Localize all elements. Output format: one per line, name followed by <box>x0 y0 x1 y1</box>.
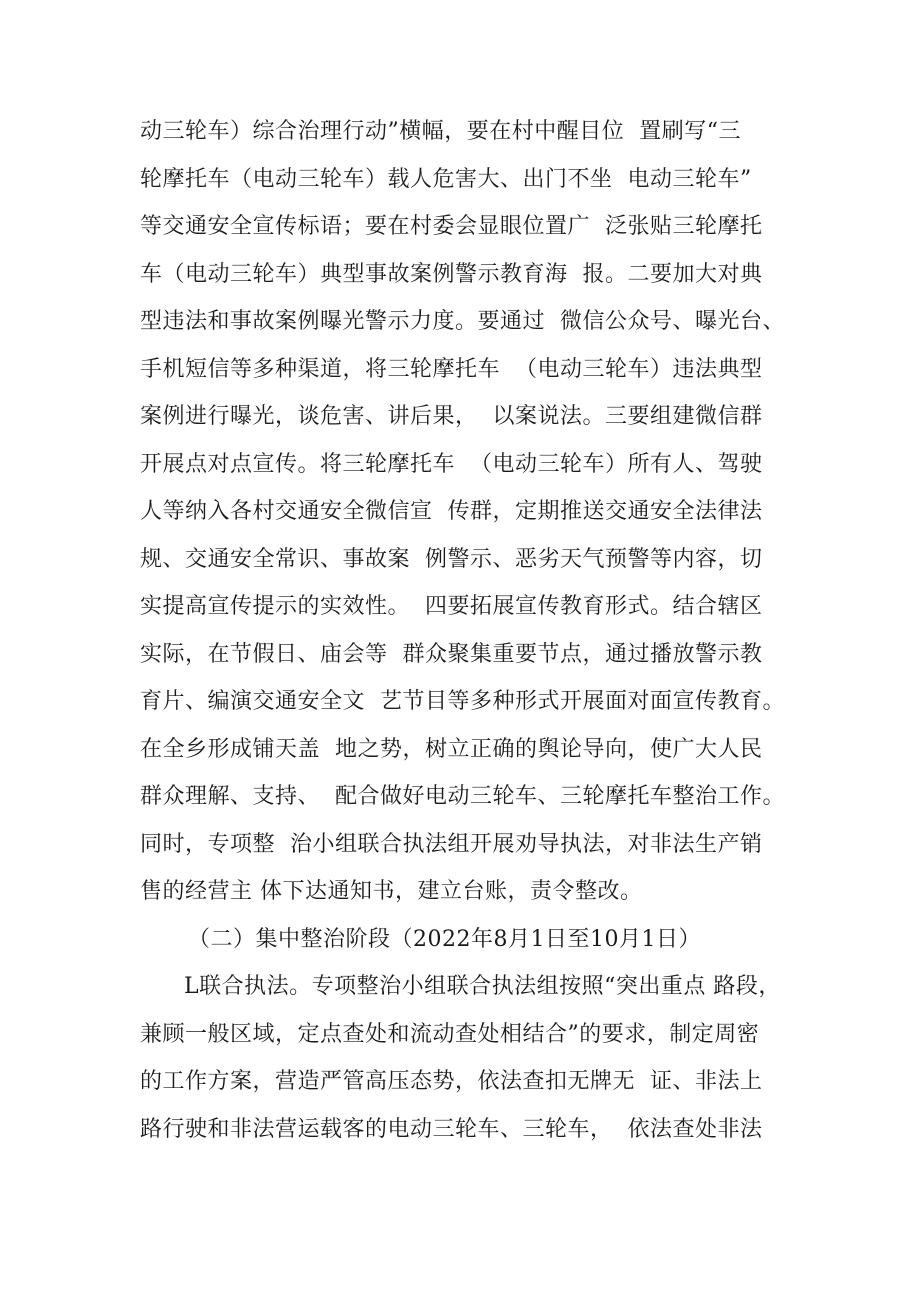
text-line: 同时，专项整 治小组联合执法组开展劝导执法，对非法生产销 <box>140 831 763 857</box>
text-line: 型违法和事故案例曝光警示力度。要通过 微信公众号、曝光台、 <box>140 309 785 334</box>
document-body <box>140 108 800 1153</box>
text-line: 动三轮车）综合治理行动”横幅，要在村中醒目位 置刷写“三 <box>140 119 741 144</box>
paragraph-first-line: L联合执法。专项整治小组联合执法组按照“突出重点 路段， <box>184 974 781 999</box>
text-line: 等交通安全宣传标语；要在村委会显眼位置广 泛张贴三轮摩托 <box>140 214 763 239</box>
text-line: 售的经营主 体下达通知书，建立台账，责令整改。 <box>140 879 643 904</box>
text-line: 车（电动三轮车）典型事故案例警示教育海 报。二要加大对典 <box>140 261 763 287</box>
text-line: 轮摩托车（电动三轮车）载人危害大、出门不坐 电动三轮车” <box>140 166 752 192</box>
text-line: 的工作方案，营造严管高压态势，依法查扣无牌无 证、非法上 <box>140 1069 763 1094</box>
text-line: 在全乡形成铺天盖 地之势，树立正确的舆论导向，使广大人民 <box>140 736 763 762</box>
text-line: 实提高宣传提示的实效性。 四要拓展宣传教育形式。结合辖区 <box>140 594 763 619</box>
text-line: 规、交通安全常识、事故案 例警示、恶劣天气预警等内容，切 <box>140 546 763 572</box>
section-heading: （二）集中整治阶段（2022年8月1日至10月1日） <box>188 926 701 952</box>
text-line: 育片、编演交通安全文 艺节目等多种形式开展面对面宣传教育。 <box>140 689 785 714</box>
text-line: 路行驶和非法营运载客的电动三轮车、三轮车， 依法查处非法 <box>140 1116 763 1142</box>
text-line: 开展点对点宣传。将三轮摩托车 （电动三轮车）所有人、驾驶 <box>140 451 763 477</box>
text-line: 群众理解、支持、 配合做好电动三轮车、三轮摩托车整治工作。 <box>140 784 785 809</box>
text-line: 人等纳入各村交通安全微信宣 传群，定期推送交通安全法律法 <box>140 499 763 524</box>
text-line: 案例进行曝光，谈危害、讲后果， 以案说法。三要组建微信群 <box>140 404 763 429</box>
text-line: 实际，在节假日、庙会等 群众聚集重要节点，通过播放警示教 <box>140 641 763 667</box>
text-line: 手机短信等多种渠道，将三轮摩托车 （电动三轮车）违法典型 <box>140 356 763 382</box>
text-line: 兼顾一般区域，定点查处和流动查处相结合”的要求，制定周密 <box>140 1021 760 1047</box>
